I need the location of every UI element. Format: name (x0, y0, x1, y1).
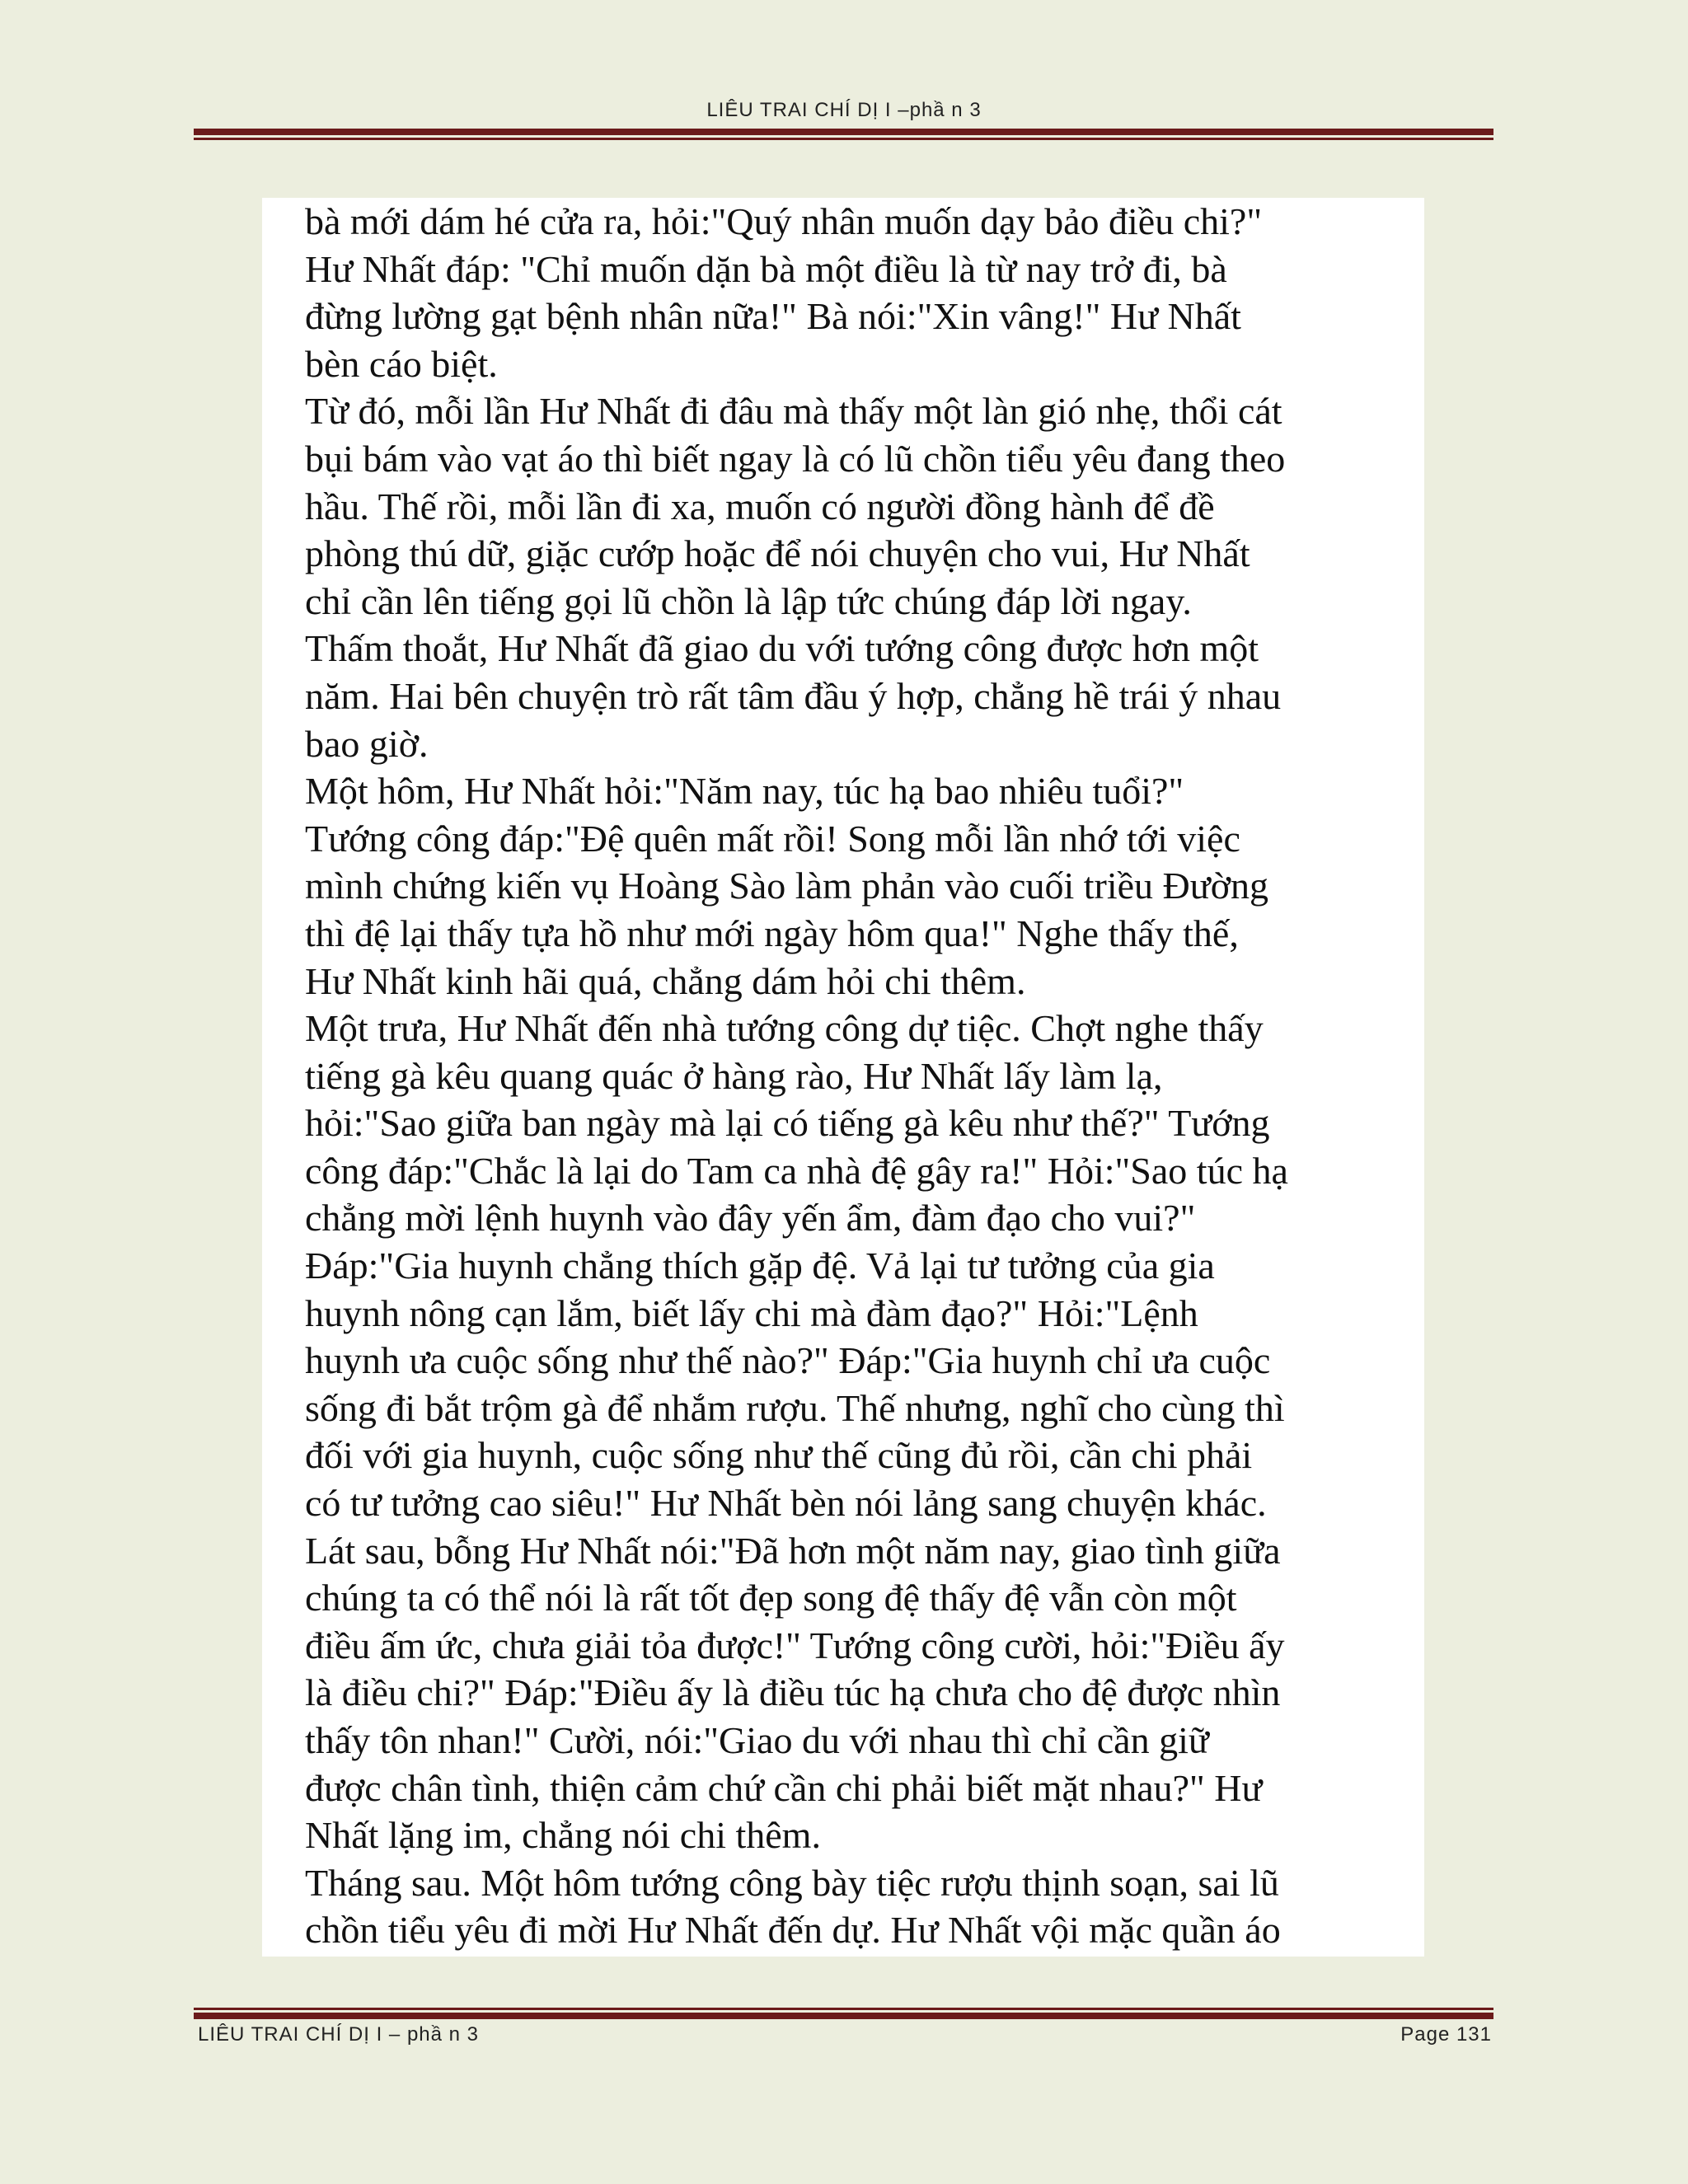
text-line: mình chứng kiến vụ Hoàng Sào làm phản vào cuối triều Đường (305, 865, 1269, 907)
text-line: Lát sau, bỗng Hư Nhất nói:"Đã hơn một năm nay, giao tình giữa (305, 1529, 1281, 1572)
page-body (262, 198, 1424, 1957)
text-line: hỏi:"Sao giữa ban ngày mà lại có tiếng gà kêu như thế?" Tướng (305, 1102, 1270, 1145)
text-line: công đáp:"Chắc là lại do Tam ca nhà đệ gây ra!" Hỏi:"Sao túc hạ (305, 1149, 1288, 1192)
text-line: chẳng mời lệnh huynh vào đây yến ẩm, đàm đạo cho vui?" (305, 1197, 1196, 1240)
text-line: đối với gia huynh, cuộc sống như thế cũng đủ rồi, cần chi phải (305, 1434, 1253, 1477)
footer-rule (194, 2008, 1493, 2019)
text-line: Hư Nhất đáp: "Chỉ muốn dặn bà một điều là từ nay trở đi, bà (305, 247, 1227, 290)
text-line: hầu. Thế rồi, mỗi lần đi xa, muốn có người đồng hành để đề (305, 485, 1215, 527)
text-line: Tháng sau. Một hôm tướng công bày tiệc rượu thịnh soạn, sai lũ (305, 1861, 1279, 1904)
text-line: Từ đó, mỗi lần Hư Nhất đi đâu mà thấy một làn gió nhẹ, thổi cát (305, 390, 1282, 433)
text-line: bà mới dám hé cửa ra, hỏi:"Quý nhân muốn dạy bảo điều chi?" (305, 200, 1263, 242)
text-line: chúng ta có thể nói là rất tốt đẹp song đệ thấy đệ vẫn còn một (305, 1577, 1237, 1619)
text-line: đừng lường gạt bệnh nhân nữa!" Bà nói:"Xin vâng!" Hư Nhất (305, 295, 1241, 338)
text-line: bao giờ. (305, 722, 429, 765)
text-line: huynh ưa cuộc sống như thế nào?" Đáp:"Gia huynh chỉ ưa cuộc (305, 1339, 1271, 1382)
text-line: Thấm thoắt, Hư Nhất đã giao du với tướng công được hơn một (305, 627, 1259, 670)
text-line: Đáp:"Gia huynh chẳng thích gặp đệ. Vả lại tư tưởng của gia (305, 1244, 1215, 1287)
text-line: Một hôm, Hư Nhất hỏi:"Năm nay, túc hạ bao nhiêu tuổi?" (305, 770, 1184, 813)
text-line: huynh nông cạn lắm, biết lấy chi mà đàm đạo?" Hỏi:"Lệnh (305, 1291, 1198, 1334)
text-line: Hư Nhất kinh hãi quá, chẳng dám hỏi chi thêm. (305, 959, 1026, 1002)
text-line: chỉ cần lên tiếng gọi lũ chồn là lập tức chúng đáp lời ngay. (305, 579, 1192, 622)
text-line: Tướng công đáp:"Đệ quên mất rồi! Song mỗi lần nhớ tới việc (305, 817, 1240, 860)
text-line: tiếng gà kêu quang quác ở hàng rào, Hư Nhất lấy làm lạ, (305, 1054, 1163, 1097)
text-line: điều ấm ức, chưa giải tỏa được!" Tướng công cười, hỏi:"Điều ấy (305, 1624, 1285, 1666)
text-line: được chân tình, thiện cảm chứ cần chi phải biết mặt nhau?" Hư (305, 1766, 1263, 1809)
text-line: sống đi bắt trộm gà để nhắm rượu. Thế nhưng, nghĩ cho cùng thì (305, 1386, 1285, 1429)
text-line: bụi bám vào vạt áo thì biết ngay là có lũ chồn tiểu yêu đang theo (305, 437, 1286, 480)
footer-title: LIÊU TRAI CHÍ DỊ I – phầ n 3 (198, 2023, 480, 2046)
text-line: phòng thú dữ, giặc cướp hoặc để nói chuyện cho vui, Hư Nhất (305, 532, 1250, 575)
body-text (305, 198, 1422, 1954)
text-line: là điều chi?" Đáp:"Điều ấy là điều túc hạ chưa cho đệ được nhìn (305, 1671, 1281, 1714)
text-line: Một trưa, Hư Nhất đến nhà tướng công dự tiệc. Chợt nghe thấy (305, 1007, 1264, 1050)
text-line: chồn tiểu yêu đi mời Hư Nhất đến dự. Hư Nhất vội mặc quần áo (305, 1909, 1281, 1952)
text-line: năm. Hai bên chuyện trò rất tâm đầu ý hợp, chẳng hề trái ý nhau (305, 674, 1282, 717)
running-header: LIÊU TRAI CHÍ DỊ I –phầ n 3 (706, 99, 982, 121)
text-line: Nhất lặng im, chẳng nói chi thêm. (305, 1814, 821, 1857)
page-number: Page 131 (1400, 2023, 1492, 2046)
text-line: thì đệ lại thấy tựa hồ như mới ngày hôm qua!" Nghe thấy thế, (305, 912, 1239, 954)
text-line: có tư tưởng cao siêu!" Hư Nhất bèn nói lảng sang chuyện khác. (305, 1482, 1267, 1525)
header-rule (194, 129, 1493, 140)
text-line: bèn cáo biệt. (305, 342, 498, 385)
text-line: thấy tôn nhan!" Cười, nói:"Giao du với nhau thì chỉ cần giữ (305, 1719, 1209, 1761)
